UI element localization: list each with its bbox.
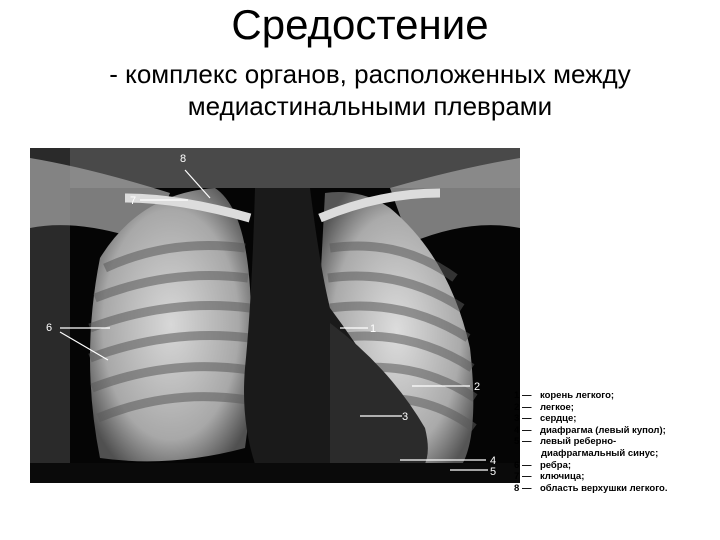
subtitle-line-1: - комплекс органов, расположенных между bbox=[109, 59, 631, 89]
label-3: 3 bbox=[402, 411, 409, 423]
figure-legend bbox=[514, 390, 714, 494]
chest-xray-image bbox=[30, 148, 520, 483]
legend-item-3: 3 — сердце; bbox=[514, 413, 577, 425]
legend-item-4: 4 — диафрагма (левый купол); bbox=[514, 424, 666, 436]
subtitle-line-2: медиастинальными плеврами bbox=[187, 91, 553, 121]
label-4: 4 bbox=[490, 455, 497, 467]
label-5: 5 bbox=[490, 466, 497, 478]
slide-title: Средостение bbox=[231, 1, 489, 48]
label-7: 7 bbox=[130, 195, 137, 207]
legend-item-1: 1 — корень легкого; bbox=[514, 390, 615, 401]
legend-item-7: 7 — ключица; bbox=[514, 471, 585, 483]
xray-drawing bbox=[30, 148, 520, 483]
slide-subtitle bbox=[60, 58, 680, 122]
label-1: 1 bbox=[370, 323, 377, 335]
legend-item-6: 6 — ребра; bbox=[514, 459, 572, 471]
legend-item-5: 5 — левый реберно- bbox=[514, 436, 617, 448]
legend-item-2: 2 — легкое; bbox=[514, 401, 574, 413]
label-8: 8 bbox=[180, 153, 187, 165]
legend-item-5-continuation: диафрагмальный синус; bbox=[541, 447, 659, 459]
label-6: 6 bbox=[46, 322, 53, 334]
label-2: 2 bbox=[474, 381, 481, 393]
legend-item-8: 8 — область верхушки легкого. bbox=[514, 482, 668, 494]
